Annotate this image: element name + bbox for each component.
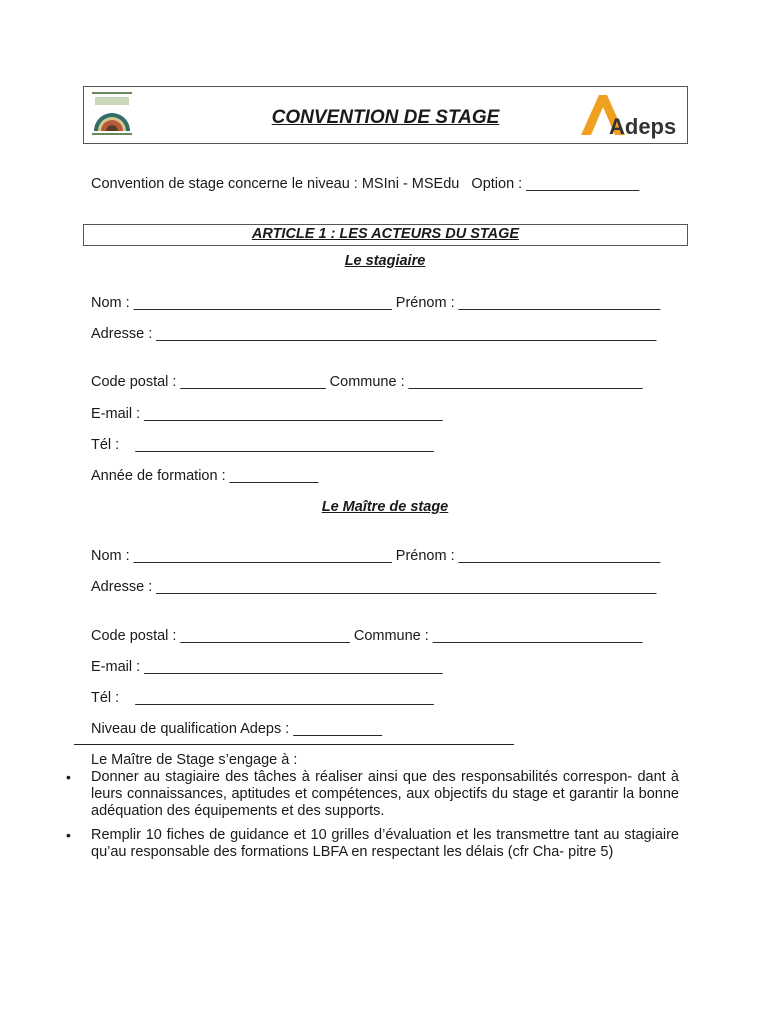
adeps-logo-icon — [577, 91, 687, 139]
stagiaire-tel-field: Tél : _____________________________________ — [91, 437, 434, 453]
document-title: CONVENTION DE STAGE — [271, 107, 500, 128]
maitre-adresse-field: Adresse : ______________________________________________________________ — [91, 579, 657, 595]
stagiaire-nom-prenom-field: Nom : ________________________________ Prénom : _________________________ — [91, 295, 661, 311]
stagiaire-adresse-field: Adresse : ______________________________________________________________ — [91, 326, 657, 342]
bullet-marker: • — [66, 769, 71, 785]
maitre-tel-field: Tél : _____________________________________ — [91, 690, 434, 706]
maitre-niveau-field: Niveau de qualification Adeps : ___________ — [91, 721, 383, 737]
stagiaire-email-field: E-mail : _____________________________________ — [91, 406, 443, 422]
separator-rule — [74, 744, 514, 745]
engagement-item: Donner au stagiaire des tâches à réaliser ainsi que des responsabilités correspon- dant à leurs connaissances, aptitudes et compétences, aux objectifs du stage et garantir la bonne adéquation des équipements et des supports. — [91, 769, 679, 819]
engagement-intro: Le Maître de Stage s’engage à : — [91, 752, 298, 768]
document-header — [83, 86, 688, 144]
bullet-marker: • — [66, 827, 71, 843]
engagement-item: Remplir 10 fiches de guidance et 10 grilles d’évaluation et les transmettre tant au stagiaire qu’au responsable des formations LBFA en respectant les délais (cfr Cha- pitre 5) — [91, 827, 679, 860]
svg-text:Adeps: Adeps — [609, 114, 677, 139]
level-option-line: Convention de stage concerne le niveau : MSIni - MSEdu Option : ______________ — [91, 176, 640, 192]
maitre-nom-prenom-field: Nom : ________________________________ Prénom : _________________________ — [91, 548, 661, 564]
stagiaire-cp-commune-field: Code postal : __________________ Commune : _____________________________ — [91, 374, 643, 390]
maitre-cp-commune-field: Code postal : _____________________ Commune : __________________________ — [91, 628, 643, 644]
stagiaire-annee-field: Année de formation : ___________ — [91, 468, 319, 484]
article-header-box — [83, 224, 688, 246]
section-title-stagiaire: Le stagiaire — [344, 253, 426, 269]
article-title: ARTICLE 1 : LES ACTEURS DU STAGE — [251, 226, 520, 242]
maitre-email-field: E-mail : _____________________________________ — [91, 659, 443, 675]
section-title-maitre: Le Maître de stage — [321, 499, 449, 515]
